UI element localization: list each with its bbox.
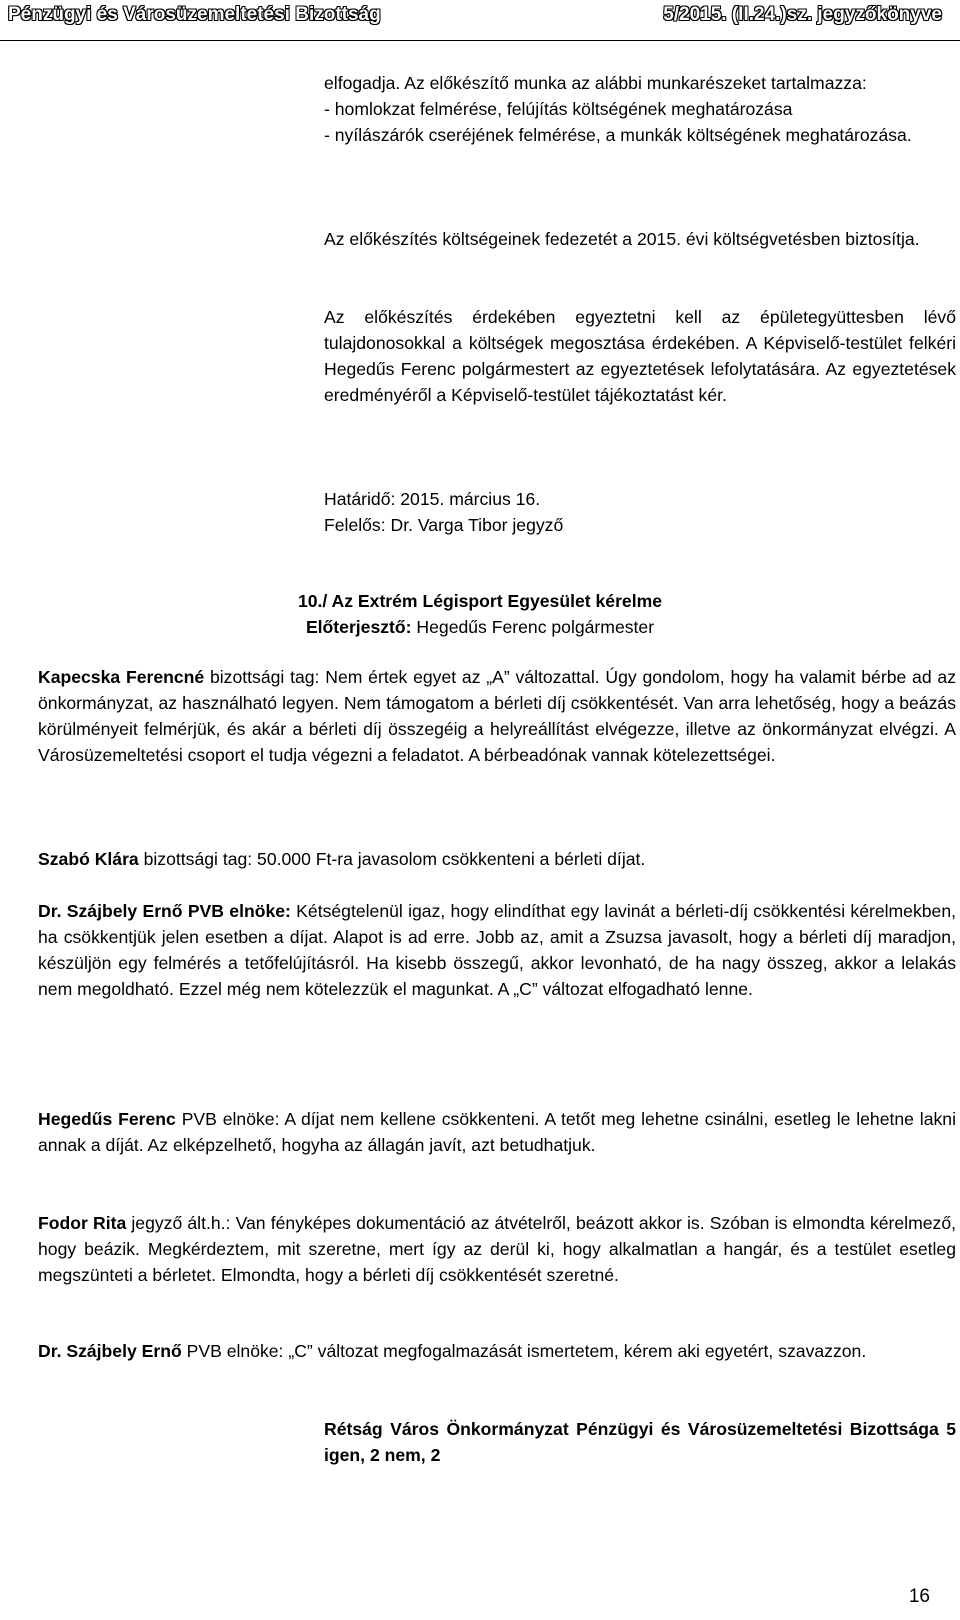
speech-text: jegyző ált.h.: Van fényképes dokumentáció az átvételről, beázott akkor is. Szóban is elmondta kérelmező, hogy beázik. Megkérdeztem, mit szeretne, mert így az derül ki, hogy alkalmatlan a hangár, és a testület esetleg megszünteti a bérletet. Elmondta, hogy a bérleti díj csökkentését szeretné.: [38, 1213, 956, 1285]
resolution-list-item-1: - homlokzat felmérése, felújítás költségének meghatározása: [324, 99, 793, 119]
resolution-deadline-block: [324, 486, 956, 538]
speech-5: [38, 1210, 956, 1288]
speaker-name: Dr. Szájbely Ernő: [38, 1341, 182, 1361]
resolution-list-item-2: - nyílászárók cseréjének felmérése, a munkák költségének meghatározása.: [324, 125, 912, 145]
resolution-paragraph-2: Az előkészítés költségeinek fedezetét a 2015. évi költségvetésben biztosítja.: [324, 229, 920, 249]
presenter-name: Hegedűs Ferenc polgármester: [411, 617, 655, 637]
resolution-negotiation: [324, 304, 956, 408]
page-number: 16: [908, 1586, 930, 1607]
speech-text: PVB elnöke: „C” változat megfogalmazását ismertetem, kérem aki egyetért, szavazzon.: [181, 1341, 867, 1361]
page-header: [0, 0, 960, 41]
resolution-deadline: Határidő: 2015. március 16.: [324, 489, 541, 509]
presenter-label: Előterjesztő:: [305, 617, 412, 637]
speaker-name: Kapecska Ferencné: [38, 667, 205, 687]
resolution-responsible: Felelős: Dr. Varga Tibor jegyző: [324, 515, 564, 535]
agenda-presenter: [0, 614, 960, 640]
speech-text: Kétségtelenül igaz, hogy elindíthat egy lavinát a bérleti-díj csökkentési kérelmekben, ha csökkentjük jelen esetben a díjat. Alapot is ad erre. Jobb az, amit a Zsuzsa javasolt, hogy a bérleti díj maradjon, készüljön egy felmérés a tetőfelújításról. Ha kisebb összegű, akkor levonható, de ha nagy összeg, akkor a lelakás nem megoldható. Ezzel még nem kötelezzük el magunkat. A „C” változat elfogadható lenne.: [38, 901, 957, 999]
speech-3: [38, 898, 956, 1002]
vote-result: [324, 1416, 956, 1468]
resolution-funding: [324, 226, 956, 252]
agenda-title: 10./ Az Extrém Légisport Egyesület kérelme: [297, 591, 663, 611]
vote-text: Rétság Város Önkormányzat Pénzügyi és Városüzemeltetési Bizottsága 5 igen, 2 nem, 2: [324, 1419, 956, 1465]
speech-4: [38, 1106, 956, 1158]
header-committee-title: Pénzügyi és Városüzemeltetési Bizottság: [8, 4, 381, 25]
speaker-name: Dr. Szájbely Ernő PVB elnöke:: [38, 901, 291, 921]
resolution-text: [324, 70, 956, 148]
speaker-name: Fodor Rita: [38, 1213, 127, 1233]
resolution-paragraph-3: Az előkészítés érdekében egyeztetni kell az épületegyüttesben lévő tulajdonosokkal a költségek megosztása érdekében. A Képviselő-testület felkéri Hegedűs Ferenc polgármestert az egyeztetések lefolytatására. Az egyeztetések eredményéről a Képviselő-testület tájékoztatást kér.: [324, 307, 956, 405]
speech-text: PVB elnöke: A díjat nem kellene csökkenteni. A tetőt meg lehetne csinálni, esetleg le lehetne lakni annak a díját. Az elképzelhető, hogyha az állagán javít, azt betudhatjuk.: [38, 1109, 956, 1155]
resolution-paragraph-1: elfogadja. Az előkészítő munka az alábbi munkarészeket tartalmazza:: [324, 73, 867, 93]
speech-text: bizottsági tag: 50.000 Ft-ra javasolom csökkenteni a bérleti díjat.: [138, 849, 646, 869]
speech-text: bizottsági tag: Nem értek egyet az „A” változattal. Úgy gondolom, hogy ha valamit bérbe ad az önkormányzat, az használható legyen. Nem támogatom a bérleti díj csökkentését. Van arra lehetőség, hogy a beázás körülményeit felmérjük, és akár a bérleti díj összegéig a helyreállítást elvégezze, illetve az önkormányzat elvégzi. A Városüzemeltetési csoport el tudja végezni a feladatot. A bérbeadónak vannak kötelezettségei.: [38, 667, 956, 765]
speech-2: [38, 846, 956, 872]
speech-6: [38, 1338, 956, 1364]
speaker-name: Szabó Klára: [38, 849, 139, 869]
header-minutes-number: 5/2015. (II.24.)sz. jegyzőkönyve: [663, 4, 942, 25]
speech-1: [38, 664, 956, 768]
speaker-name: Hegedűs Ferenc: [38, 1109, 176, 1129]
